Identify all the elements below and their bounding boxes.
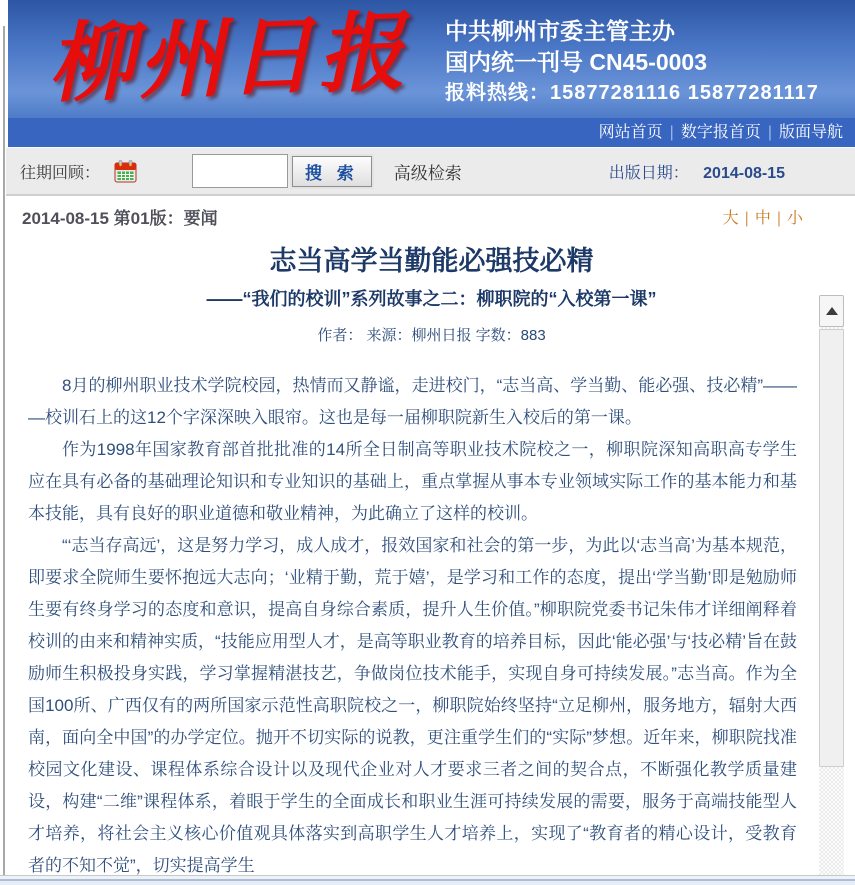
page-bottom-border (0, 875, 855, 885)
edition-line: 2014-08-15 第01版：要闻 (22, 209, 218, 228)
top-nav-bar (8, 118, 855, 147)
content-header (8, 196, 855, 229)
search-input[interactable] (192, 154, 288, 188)
article-title: 志当高学当勤能必强技必精 (269, 246, 594, 276)
advanced-search-link[interactable]: 高级检索 (393, 163, 462, 183)
nav-site-home[interactable]: 网站首页 (598, 124, 663, 141)
nav-separator: | (669, 124, 674, 141)
masthead-info (445, 16, 819, 108)
article-byline: 作者： 来源：柳州日报 字数：883 (317, 327, 546, 344)
scroll-up-button[interactable] (819, 295, 844, 327)
masthead-banner (8, 0, 855, 118)
font-size-separator: | (744, 210, 749, 227)
hotline-line: 报料热线：15877281116 15877281117 (445, 82, 819, 104)
newspaper-logo: 柳州日报 (46, 1, 410, 115)
font-size-medium[interactable]: 中 (754, 210, 771, 227)
publish-date (609, 160, 785, 183)
nav-layout-guide[interactable]: 版面导航 (778, 124, 843, 141)
font-size-separator: | (776, 210, 781, 227)
sponsor-line: 中共柳州市委主管主办 (445, 18, 675, 44)
article-subtitle: ——“我们的校训”系列故事之二：柳职院的“入校第一课” (206, 289, 657, 309)
article-paragraph: 8月的柳州职业技术学院校园，热情而又静谧，走进校门，“志当高、学当勤、能必强、技必精”—— —校训石上的这12个字深深映入眼帘。这也是每一届柳职院新生入校后的第一课。 (28, 376, 797, 427)
scrollbar-thumb[interactable] (819, 329, 844, 767)
issn-line: 国内统一刊号 CN45-0003 (445, 49, 708, 75)
scroll-up-icon (826, 307, 838, 315)
nav-digital-home[interactable]: 数字报首页 (680, 124, 761, 141)
article-paragraph: “‘志当存高远’，这是努力学习，成人成才，报效国家和社会的第一步，为此以‘志当高’为基本规范，即要求全院师生要怀抱远大志向；‘业精于勤，荒于嬉’，是学习和工作的态度，提出‘学当勤’即是勉励师生要有终身学习的态度和意识，提高自身综合素质，提升人生价值。”柳职院党委书记朱伟才详细阐释着校训的由来和精神实质，“技能应用型人才，是高等职业教育的培养目标，因此‘能必强’与‘技必精’旨在鼓励师生积极投身实践，学习掌握精湛技艺，争做岗位技术能手，实现自身可持续发展。”志当高。作为全国100所、广西仅有的两所国家示范性高职院校之一，柳职院始终坚持“立足柳州，服务地方，辐射大西南，面向全中国”的办学定位。抛开不切实际的说教，更注重学生们的“实际”梦想。近年来，柳职院找准校园文化建设、课程体系综合设计以及现代企业对人才要求三者之间的契合点，不断强化教学质量建设，构建“二维”课程体系，着眼于学生的全面成长和职业生涯可持续发展的需要，服务于高端技能型人才培养，将社会主义核心价值观具体落实到高职学生人才培养上，实现了“教育者的精心设计，受教育者的不知不觉”，切实提高学生 (28, 536, 797, 875)
article-area (8, 196, 855, 875)
past-issues-label: 往期回顾： (20, 164, 101, 182)
calendar-icon[interactable] (114, 160, 137, 183)
publish-date-label: 出版日期： (608, 164, 689, 182)
article-body (8, 370, 855, 882)
search-toolbar (6, 147, 855, 196)
search-button[interactable]: 搜 索 (292, 156, 372, 187)
vertical-scrollbar[interactable] (819, 295, 844, 883)
publish-date-value: 2014-08-15 (703, 164, 785, 182)
article-paragraph: 作为1998年国家教育部首批批准的14所全日制高等职业技术院校之一，柳职院深知高职高专学生应在具有必备的基础理论知识和专业知识的基础上，重点掌握从事本专业领域实际工作的基本能力和基本技能，具有良好的职业道德和敬业精神，为此确立了这样的校训。 (28, 440, 797, 523)
font-size-small[interactable]: 小 (786, 210, 803, 227)
nav-separator: | (767, 124, 772, 141)
font-size-controls (723, 205, 803, 228)
font-size-large[interactable]: 大 (722, 210, 739, 227)
page-left-border (3, 26, 5, 885)
